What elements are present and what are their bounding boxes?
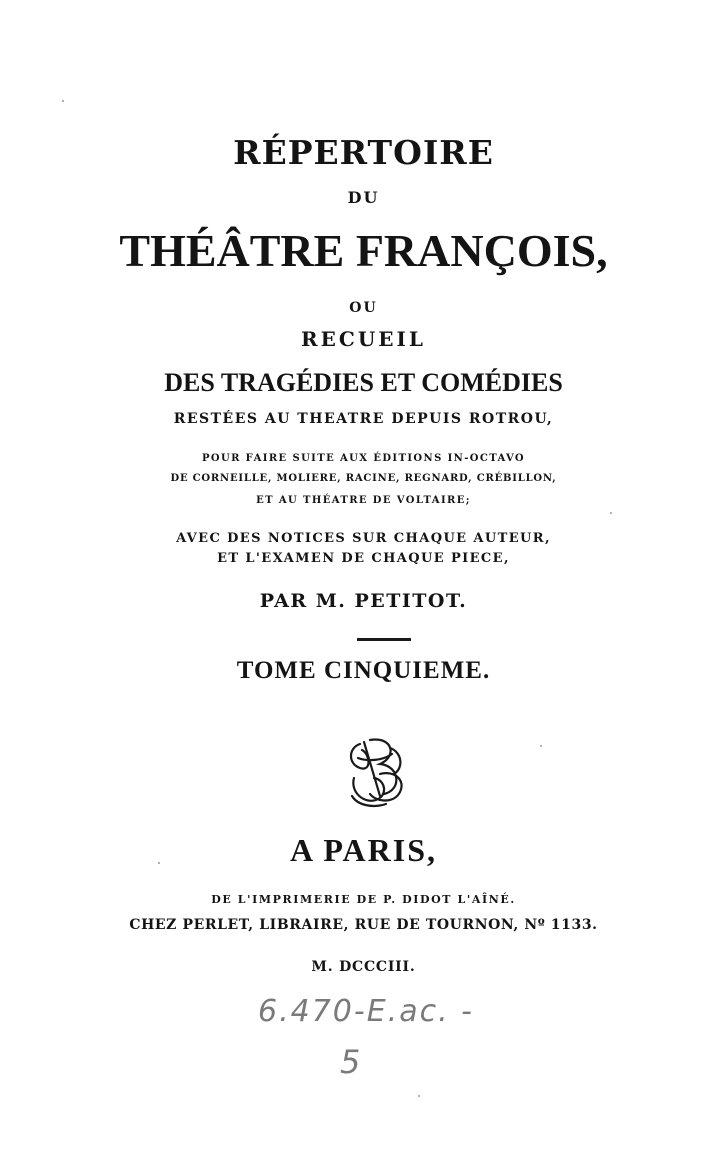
subtitle-voltaire: ET AU THÉATRE DE VOLTAIRE; (256, 495, 471, 506)
paper-speck (418, 1095, 420, 1097)
paper-speck (540, 745, 542, 747)
title-ou: OU (349, 300, 378, 316)
paper-speck (62, 100, 64, 102)
title-tragedies-comedies: DES TRAGÉDIES ET COMÉDIES (164, 368, 563, 397)
publisher-line: CHEZ PERLET, LIBRAIRE, RUE DE TOURNON, Nº 1133. (129, 917, 598, 933)
subtitle-notices: AVEC DES NOTICES SUR CHAQUE AUTEUR, (176, 531, 551, 546)
paper-speck (610, 512, 612, 514)
subtitle-examen: ET L'EXAMEN DE CHAQUE PIECE, (217, 551, 510, 566)
monogram-icon (340, 734, 412, 810)
subtitle-rotrou: RESTÉES AU THEATRE DEPUIS ROTROU, (173, 411, 554, 427)
author-line: PAR M. PETITOT. (259, 590, 468, 612)
handwritten-volume-number: 5 (340, 1043, 361, 1081)
title-theatre-francois: THÉÂTRE FRANÇOIS, (119, 225, 608, 276)
place-line: A PARIS, (290, 832, 437, 868)
volume-line: TOME CINQUIEME. (236, 657, 491, 684)
title-repertoire: RÉPERTOIRE (233, 133, 494, 172)
title-du: DU (347, 188, 380, 207)
title-recueil: RECUEIL (301, 327, 426, 351)
handwritten-shelfmark: 6.470-E.ac. - (258, 994, 474, 1029)
divider-rule (357, 638, 411, 641)
printer-line: DE L'IMPRIMERIE DE P. DIDOT L'AÎNÉ. (211, 893, 516, 906)
paper-speck (158, 862, 160, 864)
subtitle-authors: DE CORNEILLE, MOLIERE, RACINE, REGNARD, CRÉBILLON, (170, 473, 557, 484)
year-line: M. DCCCIII. (311, 959, 416, 975)
subtitle-editions: POUR FAIRE SUITE AUX ÉDITIONS IN-OCTAVO (201, 453, 526, 464)
